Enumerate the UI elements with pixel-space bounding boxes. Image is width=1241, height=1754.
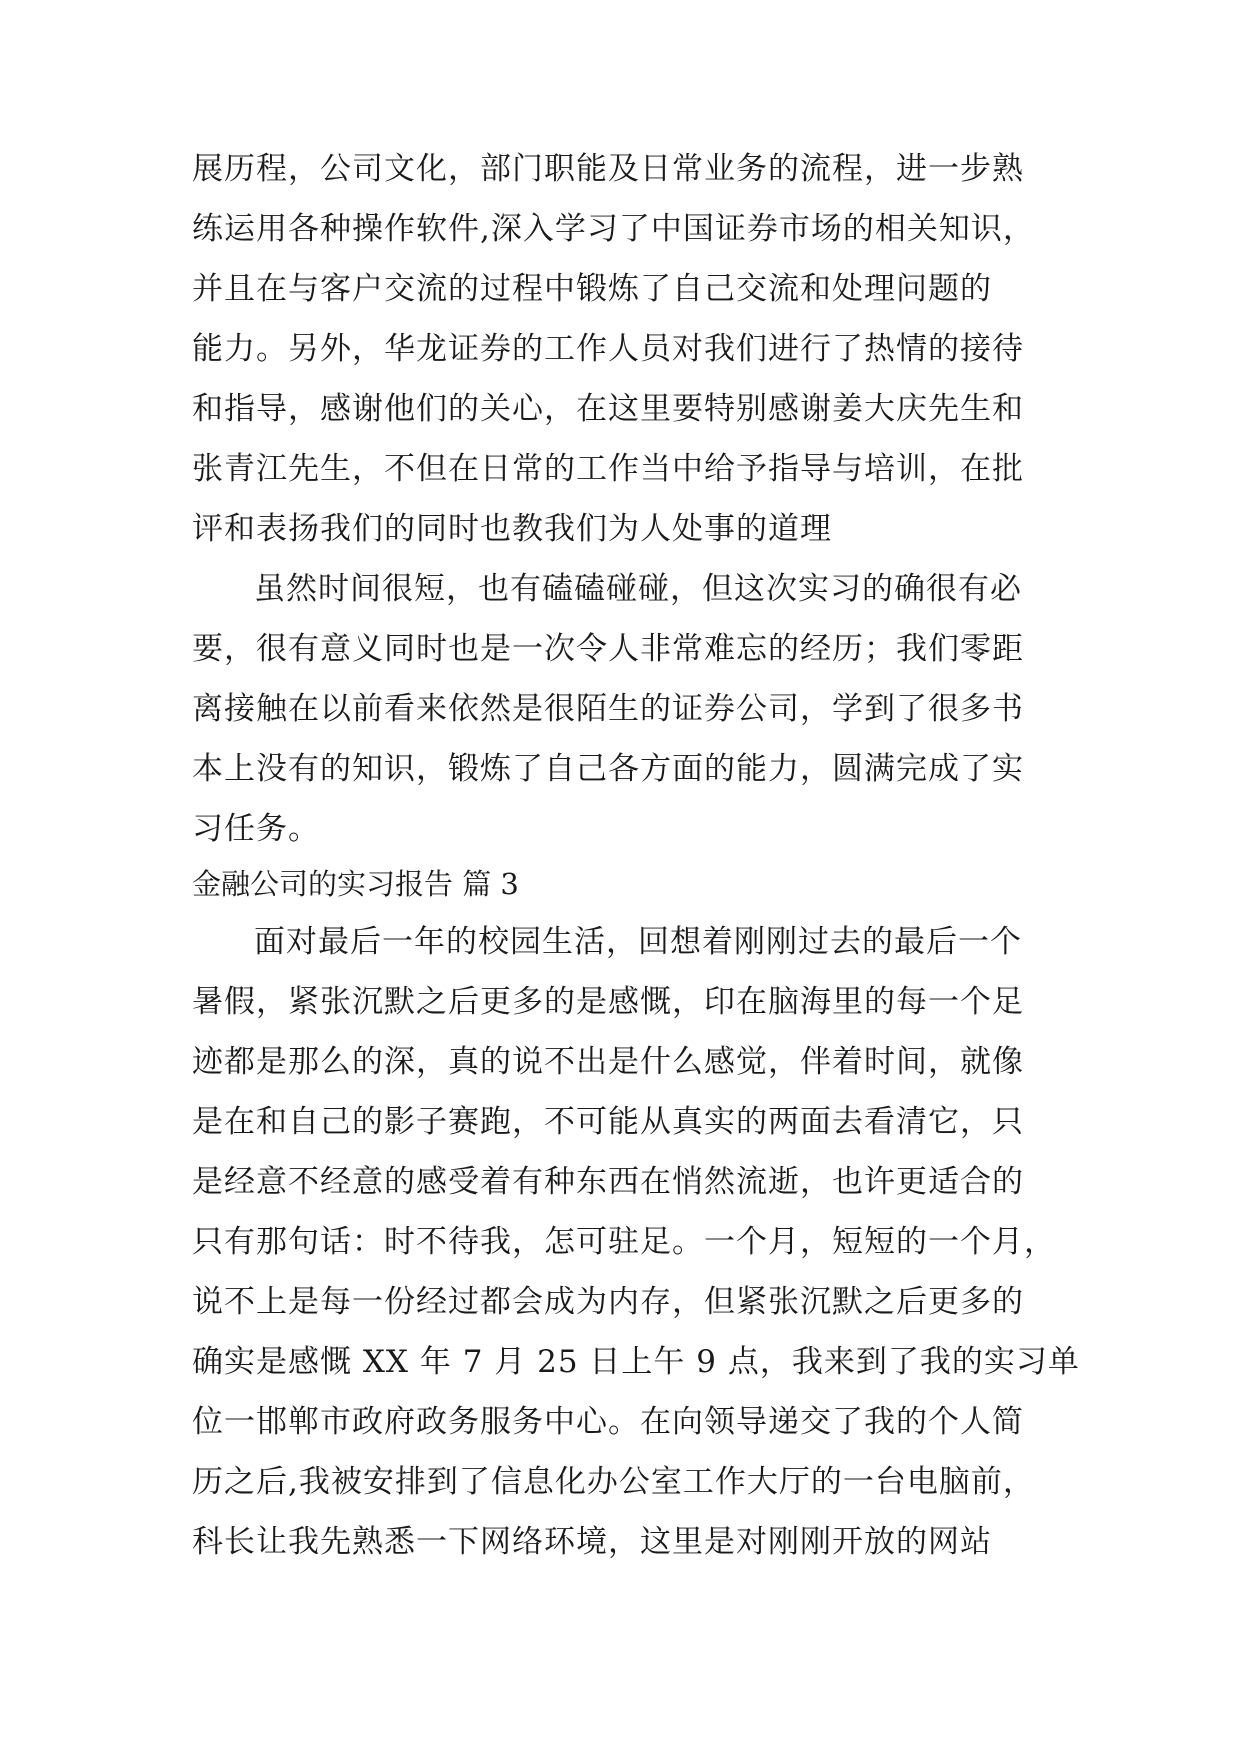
paragraph-line: 确实是感慨 XX 年 7 月 25 日上午 9 点，我来到了我的实习单 bbox=[192, 1344, 1080, 1380]
paragraph-line: 练运用各种操作软件,深入学习了中国证券市场的相关知识， bbox=[192, 211, 1035, 247]
paragraph-line: 并且在与客户交流的过程中锻炼了自己交流和处理问题的 bbox=[192, 271, 992, 307]
paragraph-line: 迹都是那么的深，真的说不出是什么感觉，伴着时间，就像 bbox=[192, 1044, 1024, 1080]
paragraph-line: 暑假，紧张沉默之后更多的是感慨，印在脑海里的每一个足 bbox=[192, 984, 1024, 1020]
paragraph-line: 是在和自己的影子赛跑，不可能从真实的两面去看清它，只 bbox=[192, 1104, 1024, 1140]
paragraph-line: 科长让我先熟悉一下网络环境，这里是对刚刚开放的网站 bbox=[192, 1524, 992, 1560]
paragraph-line: 虽然时间很短，也有磕磕碰碰，但这次实习的确很有必 bbox=[254, 571, 1022, 607]
section-heading: 金融公司的实习报告 篇 3 bbox=[192, 867, 519, 901]
paragraph-line: 评和表扬我们的同时也教我们为人处事的道理 bbox=[192, 511, 832, 547]
paragraph-line: 是经意不经意的感受着有种东西在悄然流逝，也许更适合的 bbox=[192, 1164, 1024, 1200]
paragraph-line: 习任务。 bbox=[192, 811, 320, 847]
paragraph-line: 位一邯郸市政府政务服务中心。在向领导递交了我的个人简 bbox=[192, 1404, 1024, 1440]
paragraph-line: 说不上是每一份经过都会成为内存，但紧张沉默之后更多的 bbox=[192, 1284, 1024, 1320]
paragraph-line: 能力。另外，华龙证券的工作人员对我们进行了热情的接待 bbox=[192, 331, 1024, 367]
paragraph-line: 要，很有意义同时也是一次令人非常难忘的经历；我们零距 bbox=[192, 631, 1024, 667]
paragraph-line: 只有那句话：时不待我，怎可驻足。一个月，短短的一个月， bbox=[192, 1224, 1056, 1260]
paragraph-line: 张青江先生，不但在日常的工作当中给予指导与培训，在批 bbox=[192, 451, 1024, 487]
paragraph-line: 和指导，感谢他们的关心，在这里要特别感谢姜大庆先生和 bbox=[192, 391, 1024, 427]
paragraph-line: 展历程，公司文化，部门职能及日常业务的流程，进一步熟 bbox=[192, 151, 1024, 187]
paragraph-line: 离接触在以前看来依然是很陌生的证券公司，学到了很多书 bbox=[192, 691, 1024, 727]
paragraph-line: 面对最后一年的校园生活，回想着刚刚过去的最后一个 bbox=[254, 924, 1022, 960]
paragraph-line: 本上没有的知识，锻炼了自己各方面的能力，圆满完成了实 bbox=[192, 751, 1024, 787]
paragraph-line: 历之后,我被安排到了信息化办公室工作大厅的一台电脑前， bbox=[192, 1464, 1035, 1500]
